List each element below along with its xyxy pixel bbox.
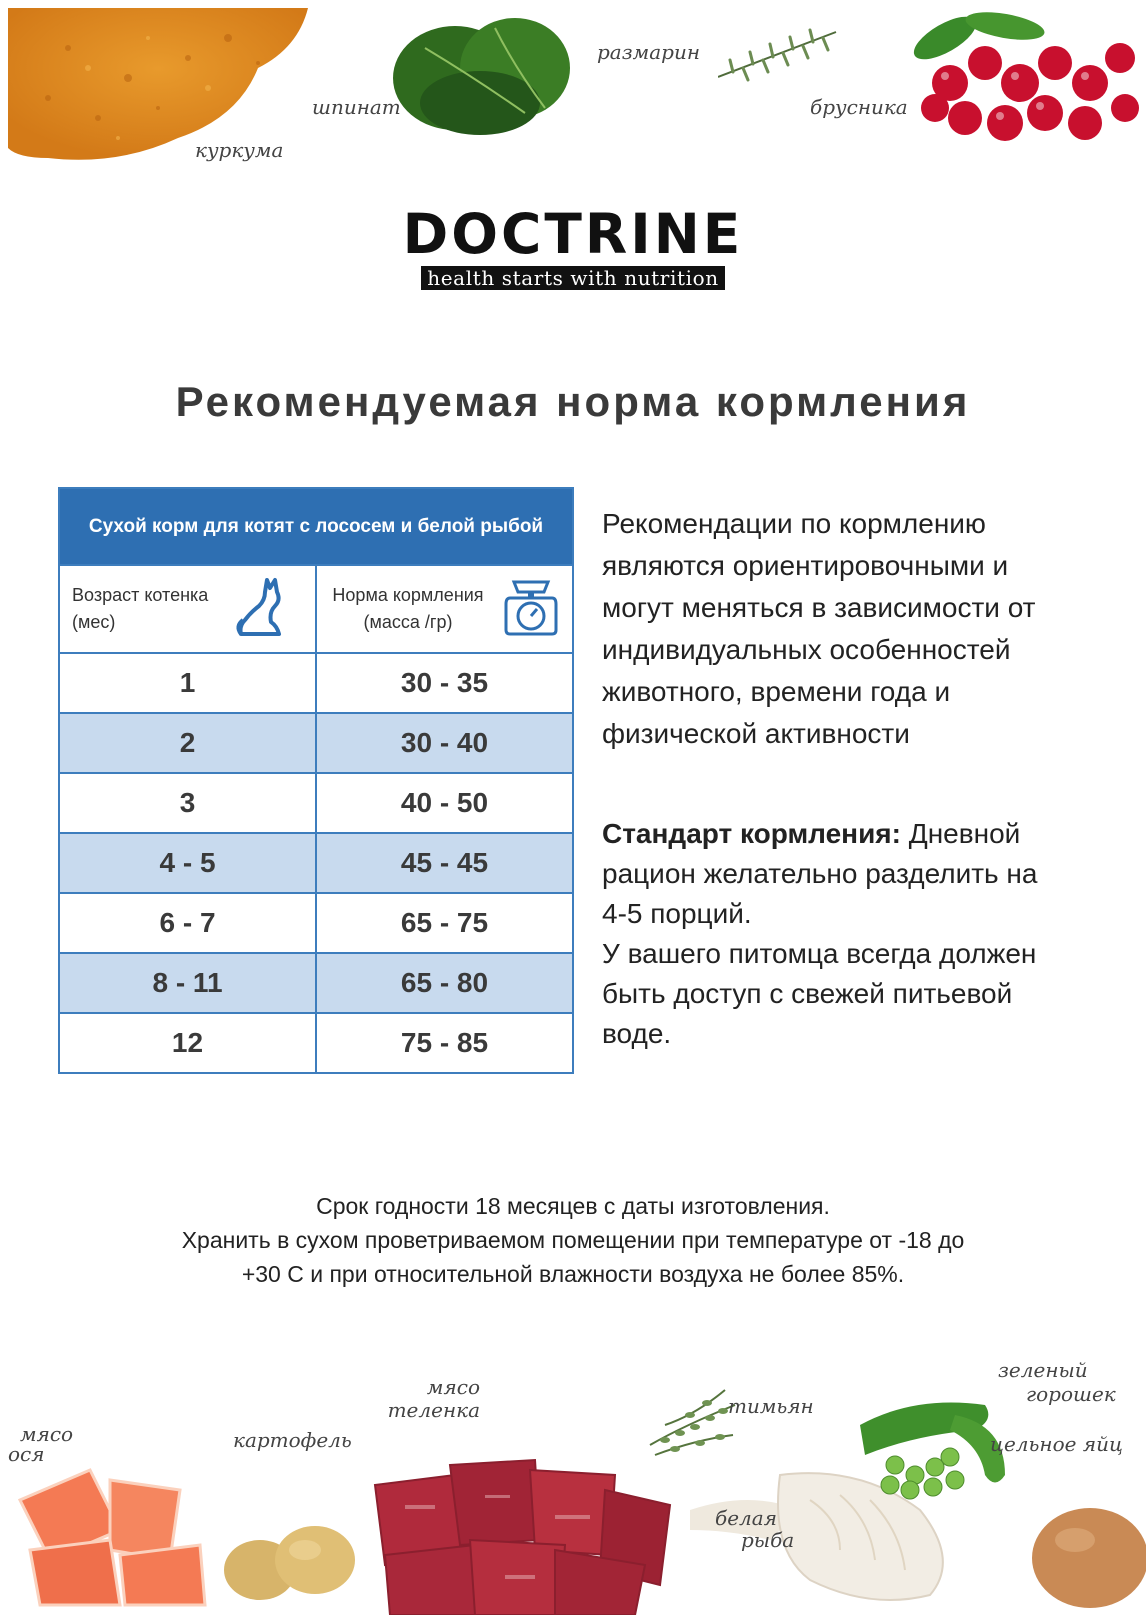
storage-line: Срок годности 18 месяцев с даты изготовления. bbox=[316, 1193, 830, 1219]
table-row bbox=[60, 892, 572, 952]
thyme-image bbox=[645, 1385, 740, 1465]
storage-line: +30 С и при относительной влажности воздуха не более 85%. bbox=[241, 1261, 905, 1287]
storage-info bbox=[0, 1189, 1146, 1291]
norm-cell: 45 - 45 bbox=[315, 834, 572, 892]
rosemary-image bbox=[718, 22, 838, 102]
egg-label: цельное яйц bbox=[990, 1432, 1123, 1456]
egg-image bbox=[1020, 1490, 1146, 1610]
page-title: Рекомендуемая норма кормления bbox=[175, 378, 971, 425]
logo-wordmark: DOCTRINE bbox=[402, 202, 744, 266]
cat-icon bbox=[235, 576, 285, 638]
table-header-row bbox=[60, 564, 572, 652]
advice-line: могут меняться в зависимости от bbox=[602, 592, 1036, 623]
column-header-norm-line1: Норма кормления bbox=[332, 585, 484, 605]
feeding-table bbox=[58, 487, 574, 1074]
thyme-label: тимьян bbox=[728, 1394, 814, 1418]
feeding-standard bbox=[602, 814, 1122, 1054]
age-cell: 8 - 11 bbox=[152, 967, 223, 998]
salmon-label: мясо ося bbox=[8, 1422, 74, 1466]
standard-text: рацион желательно разделить на bbox=[602, 858, 1038, 889]
potato-image bbox=[220, 1505, 360, 1610]
standard-label: Стандарт кормления: bbox=[602, 818, 901, 849]
feeding-advice bbox=[602, 503, 1122, 755]
advice-line: Рекомендации по кормлению bbox=[602, 508, 986, 539]
norm-cell: 30 - 35 bbox=[315, 654, 572, 712]
storage-line: Хранить в сухом проветриваемом помещении при температуре от -18 до bbox=[181, 1227, 965, 1253]
spinach-image bbox=[385, 8, 575, 138]
standard-text: воде. bbox=[602, 1018, 672, 1049]
standard-text: быть доступ с свежей питьевой bbox=[602, 978, 1013, 1009]
age-cell: 3 bbox=[179, 787, 196, 818]
age-cell: 6 - 7 bbox=[159, 907, 216, 938]
age-cell: 1 bbox=[179, 667, 196, 698]
scale-icon bbox=[504, 578, 558, 636]
advice-line: являются ориентировочными и bbox=[602, 550, 1009, 581]
norm-cell: 65 - 80 bbox=[315, 954, 572, 1012]
standard-text: Дневной bbox=[900, 818, 1021, 849]
column-header-age bbox=[60, 566, 315, 652]
cranberry-image bbox=[905, 8, 1140, 158]
potato-label: картофель bbox=[233, 1428, 352, 1452]
column-header-norm bbox=[315, 566, 572, 652]
cranberry-label: брусника bbox=[810, 95, 908, 119]
norm-cell: 40 - 50 bbox=[315, 774, 572, 832]
rosemary-label: размарин bbox=[597, 40, 700, 64]
spinach-label: шпинат bbox=[312, 95, 401, 119]
peas-label: зеленый горошек bbox=[998, 1358, 1116, 1406]
table-row bbox=[60, 1012, 572, 1072]
veal-image bbox=[365, 1445, 675, 1615]
white-fish-label: белая рыба bbox=[715, 1506, 795, 1552]
column-header-norm-line2: (масса /гр) bbox=[363, 612, 453, 632]
norm-cell: 30 - 40 bbox=[315, 714, 572, 772]
standard-text: У вашего питомца всегда должен bbox=[602, 938, 1037, 969]
table-row bbox=[60, 952, 572, 1012]
veal-label: мясо теленка bbox=[387, 1375, 480, 1422]
advice-line: физической активности bbox=[602, 718, 910, 749]
table-row bbox=[60, 832, 572, 892]
salmon-image bbox=[10, 1440, 210, 1610]
table-row bbox=[60, 772, 572, 832]
column-header-age-line1: Возраст котенка bbox=[72, 585, 209, 605]
norm-cell: 65 - 75 bbox=[315, 894, 572, 952]
age-cell: 12 bbox=[171, 1027, 204, 1058]
advice-line: животного, времени года и bbox=[602, 676, 951, 707]
standard-text: 4-5 порций. bbox=[602, 898, 752, 929]
column-header-age-line2: (мес) bbox=[72, 612, 116, 632]
turmeric-label: куркума bbox=[195, 138, 284, 162]
age-cell: 2 bbox=[179, 727, 196, 758]
brand-logo bbox=[0, 204, 1146, 290]
norm-cell: 75 - 85 bbox=[315, 1014, 572, 1072]
advice-line: индивидуальных особенностей bbox=[602, 634, 1011, 665]
table-row bbox=[60, 652, 572, 712]
table-caption: Сухой корм для котят с лососем и белой рыбой bbox=[60, 489, 572, 564]
table-row bbox=[60, 712, 572, 772]
logo-tagline: health starts with nutrition bbox=[421, 266, 724, 290]
age-cell: 4 - 5 bbox=[159, 847, 216, 878]
